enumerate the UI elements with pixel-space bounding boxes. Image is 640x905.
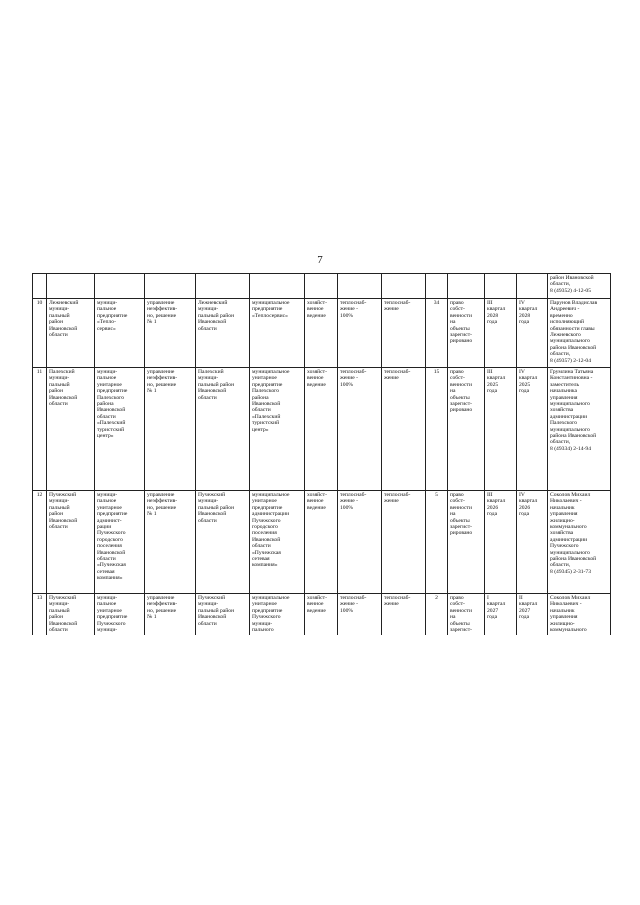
cell-right-type: хозяйст- венное ведение xyxy=(305,491,338,594)
cell-owner: Пучежский муници- пальный район Ивановской области xyxy=(196,594,250,636)
cell-end-period xyxy=(517,274,548,299)
cell-start-period xyxy=(485,274,517,299)
cell-ownership-status: право собст- венности на объекты зарегист- рировано xyxy=(448,299,485,368)
table-row xyxy=(33,491,611,594)
cell-row-number: 12 xyxy=(33,491,47,594)
cell-organization: муници- пальное унитарное предприятие Пучежского муници- xyxy=(95,594,145,636)
cell-owner: Палехский муници- пальный район Ивановской области xyxy=(196,368,250,491)
cell-municipality: Лежневский муници- пальный район Ивановской области xyxy=(47,299,95,368)
cell-object-count: 15 xyxy=(426,368,448,491)
cell-row-number: 10 xyxy=(33,299,47,368)
cell-ownership-status xyxy=(448,274,485,299)
cell-object-count: 34 xyxy=(426,299,448,368)
cell-service-type: теплоснаб- жение xyxy=(382,299,426,368)
cell-operator: муниципальное предприятие «Теплосервис» xyxy=(250,299,305,368)
cell-operator: муниципальное унитарное предприятие Пучежского муници- пального xyxy=(250,594,305,636)
cell-object-count xyxy=(426,274,448,299)
cell-share: теплоснаб- жение - 100% xyxy=(338,299,382,368)
table-row xyxy=(33,594,611,636)
table-row xyxy=(33,274,611,299)
table-viewport xyxy=(0,273,640,635)
cell-responsible-person: район Ивановской области, 8 (49352) 4-12-05 xyxy=(548,274,611,299)
cell-organization: муници- пальное предприятие «Тепло- сервис» xyxy=(95,299,145,368)
cell-end-period: II квартал 2027 года xyxy=(517,594,548,636)
cell-right-type xyxy=(305,274,338,299)
cell-responsible-person: Соколов Михаил Николаевич - начальник управления жилищно- коммунального xyxy=(548,594,611,636)
cell-start-period: III квартал 2026 года xyxy=(485,491,517,594)
cell-service-type: теплоснаб- жение xyxy=(382,594,426,636)
cell-operator xyxy=(250,274,305,299)
cell-operator: муниципальное унитарное предприятие администрации Пучежского городского поселения Ивановской области «Пучежская сетевая компания» xyxy=(250,491,305,594)
cell-row-number xyxy=(33,274,47,299)
cell-start-period: I квартал 2027 года xyxy=(485,594,517,636)
cell-management-assessment: управление неэффектив- но, решение № 1 xyxy=(145,491,196,594)
cell-organization xyxy=(95,274,145,299)
cell-object-count: 2 xyxy=(426,594,448,636)
cell-organization: муници- пальное унитарное предприятие админист- рации Пучежского городского поселения Ивановской области «Пучежская сетевая компания» xyxy=(95,491,145,594)
cell-object-count: 5 xyxy=(426,491,448,594)
cell-service-type xyxy=(382,274,426,299)
cell-municipality: Пучежский муници- пальный район Ивановской области xyxy=(47,594,95,636)
cell-share: теплоснаб- жение - 100% xyxy=(338,594,382,636)
cell-owner: Лежневский муници- пальный район Ивановской области xyxy=(196,299,250,368)
cell-row-number: 11 xyxy=(33,368,47,491)
table-row xyxy=(33,299,611,368)
cell-right-type: хозяйст- венное ведение xyxy=(305,368,338,491)
cell-right-type: хозяйст- венное ведение xyxy=(305,594,338,636)
data-table xyxy=(32,273,611,635)
cell-management-assessment: управление неэффектив- но, решение № 1 xyxy=(145,594,196,636)
table-row xyxy=(33,368,611,491)
cell-start-period: III квартал 2028 года xyxy=(485,299,517,368)
cell-management-assessment xyxy=(145,274,196,299)
cell-responsible-person: Соколов Михаил Николаевич - начальник управления жилищно- коммунального хозяйства администрации Пучежского муниципального района Ивановской области, 8 (49345) 2-31-73 xyxy=(548,491,611,594)
cell-row-number: 13 xyxy=(33,594,47,636)
cell-share: теплоснаб- жение - 100% xyxy=(338,491,382,594)
cell-ownership-status: право собст- венности на объекты зарегист- рировано xyxy=(448,368,485,491)
cell-share: теплоснаб- жение - 100% xyxy=(338,368,382,491)
cell-right-type: хозяйст- венное ведение xyxy=(305,299,338,368)
cell-share xyxy=(338,274,382,299)
cell-ownership-status: право собст- венности на объекты зарегист- рировано xyxy=(448,491,485,594)
cell-end-period: IV квартал 2026 года xyxy=(517,491,548,594)
cell-ownership-status: право собст- венности на объекты зарегист- xyxy=(448,594,485,636)
page-number: 7 xyxy=(317,254,323,266)
cell-end-period: IV квартал 2025 года xyxy=(517,368,548,491)
cell-municipality xyxy=(47,274,95,299)
cell-service-type: теплоснаб- жение xyxy=(382,368,426,491)
cell-owner xyxy=(196,274,250,299)
cell-municipality: Пучежский муници- пальный район Ивановской области xyxy=(47,491,95,594)
cell-municipality: Палехский муници- пальный район Ивановской области xyxy=(47,368,95,491)
cell-service-type: теплоснаб- жение xyxy=(382,491,426,594)
cell-start-period: III квартал 2025 года xyxy=(485,368,517,491)
cell-management-assessment: управление неэффектив- но, решение № 1 xyxy=(145,368,196,491)
cell-management-assessment: управление неэффектив- но, решение № 1 xyxy=(145,299,196,368)
cell-responsible-person: Грумлина Татьяна Константиновна - заместитель начальника управления муниципального хозяйства администрации Палехского муниципального района Ивановской области, 8 (49334) 2-14-94 xyxy=(548,368,611,491)
cell-owner: Пучежский муници- пальный район Ивановской области xyxy=(196,491,250,594)
cell-operator: муниципальное унитарное предприятие Палехского района Ивановской области «Палехский туристский центр» xyxy=(250,368,305,491)
cell-organization: муници- пальное унитарное предприятие Палехского района Ивановской области «Палехский туристский центр» xyxy=(95,368,145,491)
cell-responsible-person: Парунов Владислав Андреевич - временно исполняющий обязанности главы Лежневского муниципального района Ивановской области, 8 (49357) 2-12-04 xyxy=(548,299,611,368)
cell-end-period: IV квартал 2028 года xyxy=(517,299,548,368)
